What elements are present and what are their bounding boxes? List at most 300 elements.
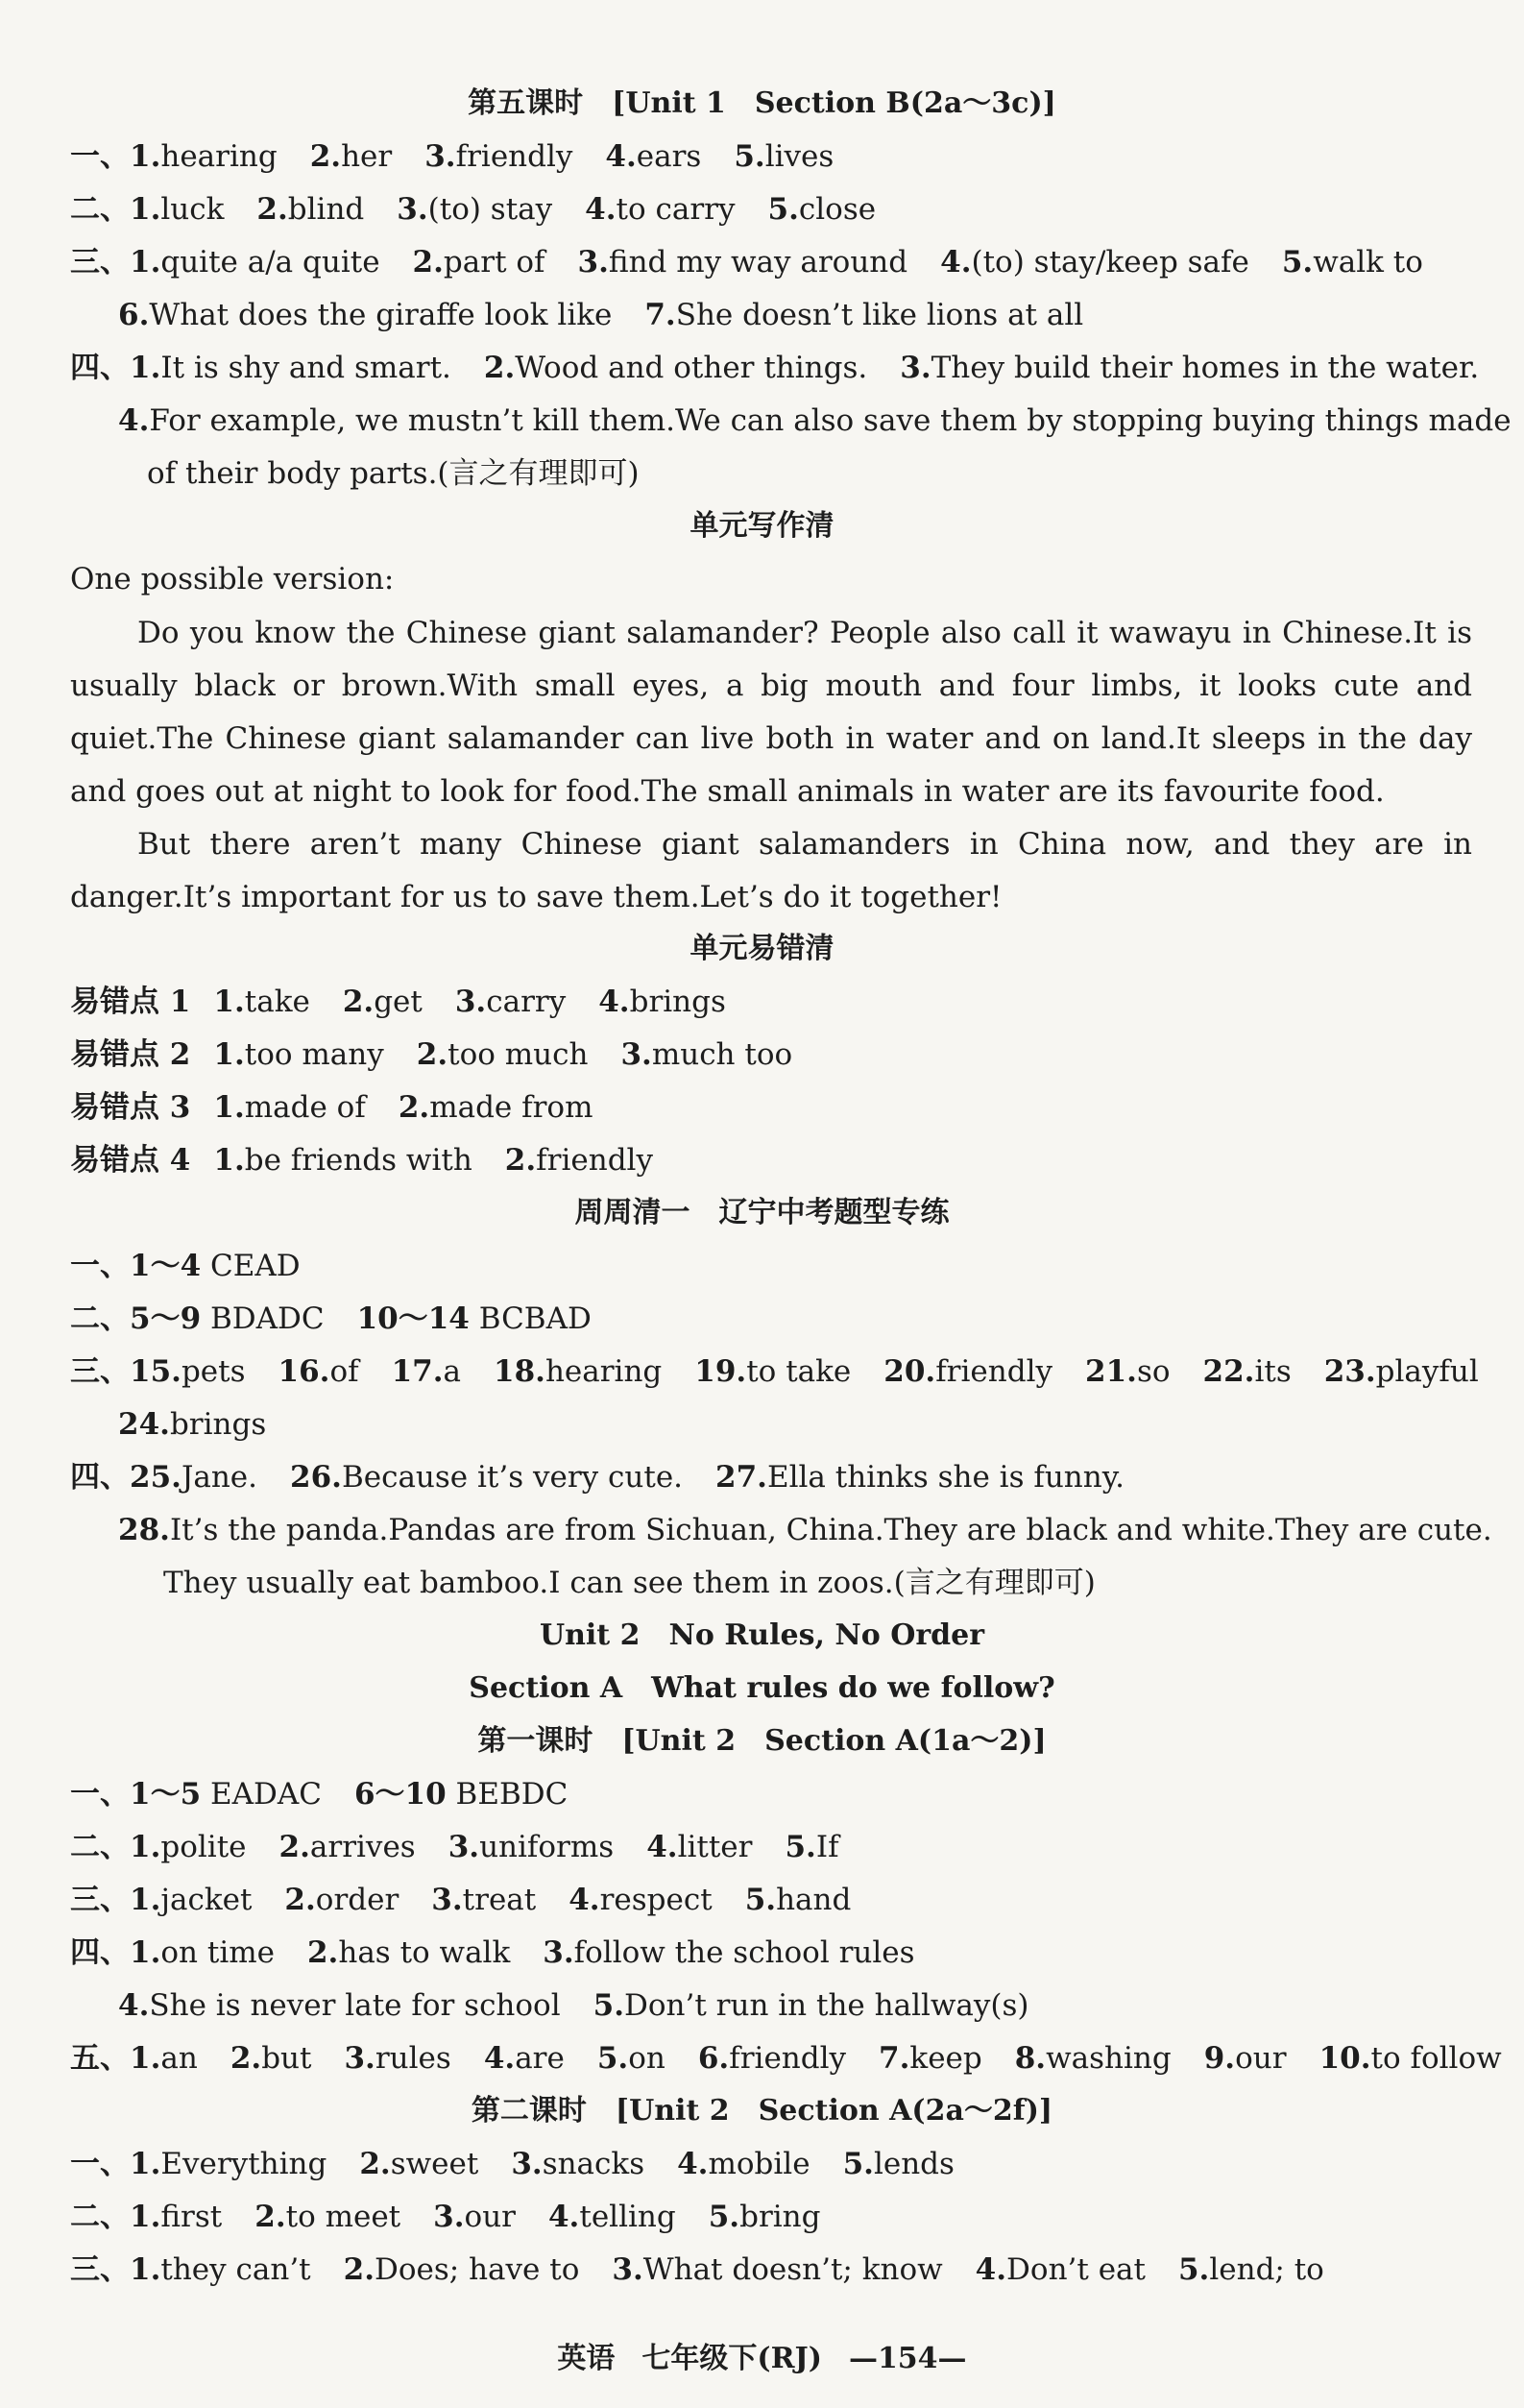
answer-row	[70, 1934, 1472, 1972]
answer-item	[698, 2039, 846, 2078]
item-text: ears	[636, 139, 702, 174]
answer-item	[279, 1828, 416, 1866]
answer-item	[543, 1934, 914, 1972]
error-row	[70, 1035, 1472, 1074]
item-text: Does; have to	[375, 2252, 580, 2287]
answer-item	[213, 1035, 383, 1074]
unit-title: Unit 2 No Rules, No Order	[539, 1618, 985, 1652]
item-text: order	[315, 1883, 399, 1917]
question-label: 二、	[70, 1830, 130, 1864]
item-text: lives	[764, 139, 835, 174]
question-label: 易错点 2	[70, 1037, 191, 1072]
item-number: 19.	[694, 1354, 747, 1389]
answer-item	[548, 2198, 676, 2236]
item-text: (to) stay	[427, 192, 553, 227]
answer-continuation: of their body parts.(言之有理即可)	[147, 456, 640, 491]
answer-item	[677, 2145, 810, 2183]
item-number: 23.	[1323, 1354, 1376, 1389]
item-number: 15.	[130, 1354, 181, 1389]
item-text: If	[815, 1830, 839, 1864]
item-number: 3.	[431, 1883, 463, 1917]
item-number: 2.	[254, 2200, 286, 2234]
item-number: 1.	[130, 2252, 161, 2287]
item-text: pets	[181, 1354, 246, 1389]
item-number: 5.	[744, 1883, 777, 1917]
item-text: Everything	[160, 2147, 327, 2181]
answer-item	[256, 190, 364, 229]
item-text: What does the giraffe look like	[149, 298, 613, 332]
answer-row	[118, 1986, 1472, 2025]
answer-row	[70, 1828, 1472, 1866]
section-header-errors: 单元易错清	[689, 932, 835, 965]
answer-row	[70, 2198, 1472, 2236]
answer-item	[130, 2198, 222, 2236]
item-number: 4.	[605, 139, 637, 174]
item-text: bring	[739, 2200, 821, 2234]
answer-item	[598, 983, 726, 1021]
item-number: 27.	[715, 1460, 767, 1495]
lesson-header: 第二课时 [Unit 2 Section A(2a～2f)]	[471, 2094, 1053, 2128]
answer-item	[130, 1881, 252, 1919]
item-text: on time	[160, 1935, 275, 1970]
question-label: 三、	[70, 2252, 130, 2287]
answer-row	[118, 296, 1463, 334]
error-row	[70, 1088, 1472, 1127]
item-number: 5.	[785, 1830, 816, 1864]
item-number: 2.	[343, 2252, 375, 2287]
item-number: 1.	[213, 985, 245, 1019]
answer-item	[785, 1828, 838, 1866]
answer-item	[392, 1352, 461, 1391]
item-number: 1.	[130, 1883, 161, 1917]
answer-item	[130, 2145, 327, 2183]
item-number: 4.	[677, 2147, 709, 2181]
answer-item	[118, 1405, 266, 1444]
answer-row	[70, 1458, 1472, 1496]
answer-item	[505, 1141, 653, 1180]
answer-item	[1324, 1352, 1479, 1391]
item-number: 18.	[494, 1354, 545, 1389]
section-title: Section A What rules do we follow?	[469, 1671, 1055, 1705]
item-text: quite a/a quite	[160, 245, 380, 280]
answer-item	[130, 1458, 257, 1496]
item-number: 26.	[290, 1460, 342, 1495]
item-text: Don’t eat	[1006, 2252, 1146, 2287]
item-number: 1.	[130, 1830, 161, 1864]
item-text: of	[329, 1354, 359, 1389]
item-text: on	[628, 2041, 665, 2076]
item-text: be friends with	[244, 1143, 472, 1178]
answer-item	[230, 2039, 312, 2078]
item-text: first	[160, 2200, 223, 2234]
answer-item	[213, 1088, 365, 1127]
item-number: 5.	[593, 1988, 625, 2023]
item-text: hand	[776, 1883, 852, 1917]
item-text: lend; to	[1209, 2252, 1324, 2287]
item-number: 3.	[620, 1037, 652, 1072]
item-text: washing	[1046, 2041, 1172, 2076]
answer-row	[70, 190, 1472, 229]
footer-subject: 英语	[557, 2342, 616, 2375]
item-text: playful	[1375, 1354, 1479, 1389]
item-text: They build their homes in the water.	[931, 351, 1480, 385]
item-number: 2.	[416, 1037, 448, 1072]
answer-item	[118, 296, 612, 334]
item-number: 4.	[975, 2252, 1007, 2287]
answer-item	[585, 190, 735, 229]
item-number: 1.	[130, 2041, 161, 2076]
question-label: 四、	[70, 1935, 130, 1970]
item-number: 6～10	[353, 1777, 447, 1812]
answer-item	[284, 1881, 399, 1919]
item-text: so	[1136, 1354, 1171, 1389]
item-text: For example, we mustn’t kill them.We can also save them by stopping buying things made	[149, 403, 1512, 438]
item-text: friendly	[536, 1143, 653, 1178]
item-text: much too	[651, 1037, 793, 1072]
answer-row	[118, 401, 1512, 440]
answer-item	[130, 137, 278, 176]
answer-item	[130, 1775, 322, 1813]
answer-item	[278, 1352, 359, 1391]
item-text: brings	[169, 1407, 267, 1442]
item-number: 5.	[842, 2147, 874, 2181]
item-number: 5.	[767, 192, 799, 227]
answer-item	[213, 983, 309, 1021]
footer-grade: 七年级下(RJ)	[641, 2342, 822, 2375]
item-text: to meet	[285, 2200, 401, 2234]
answer-item	[130, 1247, 301, 1285]
answer-item	[1015, 2039, 1172, 2078]
item-text: luck	[160, 192, 225, 227]
answer-item	[417, 1035, 589, 1074]
answer-item	[424, 137, 572, 176]
item-text: take	[244, 985, 310, 1019]
item-number: 4.	[118, 1988, 150, 2023]
item-number: 28.	[118, 1513, 170, 1547]
item-number: 2.	[412, 245, 444, 280]
item-text: brings	[629, 985, 726, 1019]
answer-row	[70, 2039, 1502, 2078]
answer-item	[130, 2250, 311, 2289]
question-label: 易错点 4	[70, 1143, 191, 1178]
item-number: 3.	[612, 2252, 643, 2287]
answer-row	[70, 1352, 1479, 1391]
answer-item	[620, 1035, 792, 1074]
question-label: 一、	[70, 1249, 130, 1283]
item-number: 7.	[879, 2041, 910, 2076]
answer-continuation: They usually eat bamboo.I can see them in zoos.(言之有理即可)	[163, 1566, 1096, 1600]
answer-item	[344, 2039, 450, 2078]
item-number: 4.	[483, 2041, 516, 2076]
answer-item	[310, 137, 393, 176]
item-text: (to) stay/keep safe	[971, 245, 1249, 280]
item-text: to carry	[616, 192, 736, 227]
item-text: friendly	[935, 1354, 1052, 1389]
item-text: part of	[443, 245, 545, 280]
answer-row	[70, 1300, 1472, 1338]
answer-item	[254, 2198, 400, 2236]
item-text: but	[261, 2041, 312, 2076]
item-number: 2.	[309, 139, 342, 174]
question-label: 四、	[70, 1460, 130, 1495]
answer-item	[359, 2145, 478, 2183]
item-number: 1.	[213, 1037, 245, 1072]
item-text: CEAD	[201, 1249, 301, 1283]
item-number: 2.	[504, 1143, 537, 1178]
answer-item	[940, 243, 1249, 281]
answer-item	[484, 2039, 565, 2078]
answer-item	[612, 2250, 942, 2289]
item-text: snacks	[542, 2147, 645, 2181]
item-number: 10～14	[356, 1301, 470, 1336]
item-number: 1.	[130, 139, 161, 174]
item-number: 9.	[1203, 2041, 1236, 2076]
item-text: our	[1235, 2041, 1287, 2076]
writing-paragraph-2	[70, 818, 1472, 924]
answer-item	[354, 1775, 568, 1813]
item-number: 1.	[213, 1143, 245, 1178]
answer-row	[70, 1775, 1472, 1813]
writing-paragraph-1	[70, 607, 1472, 818]
answer-row	[70, 137, 1472, 176]
item-number: 2.	[230, 2041, 262, 2076]
answer-item	[431, 1881, 536, 1919]
item-number: 1.	[213, 1090, 245, 1125]
item-text: What doesn’t; know	[642, 2252, 943, 2287]
question-label: 三、	[70, 1354, 130, 1389]
item-number: 3.	[900, 351, 931, 385]
item-number: 3.	[543, 1935, 574, 1970]
answer-item	[448, 1828, 614, 1866]
item-number: 10.	[1318, 2041, 1371, 2076]
answer-item	[290, 1458, 683, 1496]
lesson-header: 第一课时 [Unit 2 Section A(1a～2)]	[477, 1724, 1047, 1758]
answer-item	[900, 349, 1479, 387]
answer-item	[879, 2039, 982, 2078]
item-number: 4.	[547, 2200, 580, 2234]
item-text: jacket	[160, 1883, 253, 1917]
item-text: to take	[746, 1354, 852, 1389]
answer-item	[130, 2039, 198, 2078]
item-text: close	[798, 192, 877, 227]
item-text: treat	[462, 1883, 537, 1917]
answer-item	[768, 190, 877, 229]
item-number: 1.	[130, 245, 161, 280]
answer-row	[118, 1405, 1472, 1444]
question-label: 二、	[70, 1301, 130, 1336]
question-label: 五、	[70, 2041, 130, 2076]
answer-item	[843, 2145, 955, 2183]
writing-intro: One possible version:	[70, 562, 395, 596]
item-number: 3.	[433, 2200, 465, 2234]
answer-row	[118, 1511, 1492, 1549]
item-number: 5.	[596, 2041, 629, 2076]
item-number: 1～4	[130, 1249, 202, 1283]
answer-item	[130, 190, 224, 229]
item-number: 7.	[644, 298, 676, 332]
answer-item	[1319, 2039, 1502, 2078]
answer-row	[70, 2145, 1472, 2183]
answer-item	[213, 1141, 472, 1180]
item-number: 25.	[130, 1460, 181, 1495]
item-text: telling	[579, 2200, 676, 2234]
answer-item	[646, 1828, 752, 1866]
item-text: a	[443, 1354, 461, 1389]
item-number: 21.	[1085, 1354, 1137, 1389]
item-number: 3.	[448, 1830, 480, 1864]
item-number: 17.	[391, 1354, 444, 1389]
item-text: too many	[244, 1037, 384, 1072]
item-text: its	[1254, 1354, 1292, 1389]
question-label: 一、	[70, 139, 130, 174]
item-number: 2.	[359, 2147, 391, 2181]
item-text: She doesn’t like lions at all	[675, 298, 1084, 332]
answer-row	[70, 349, 1480, 387]
answer-item	[1085, 1352, 1171, 1391]
answer-item	[578, 243, 908, 281]
item-text: made of	[244, 1090, 366, 1125]
section-header-writing: 单元写作清	[689, 509, 835, 543]
item-text: keep	[909, 2041, 982, 2076]
answer-item	[397, 190, 552, 229]
item-number: 6.	[697, 2041, 730, 2076]
answer-item	[715, 1458, 1125, 1496]
item-text: BEBDC	[446, 1777, 568, 1812]
item-text: are	[515, 2041, 565, 2076]
item-text: her	[341, 139, 393, 174]
answer-item	[455, 983, 566, 1021]
error-row	[70, 983, 1472, 1021]
answer-row	[70, 1881, 1472, 1919]
answer-item	[593, 1986, 1029, 2025]
item-text: get	[374, 985, 423, 1019]
item-text: has to walk	[338, 1935, 511, 1970]
answer-item	[433, 2198, 516, 2236]
answer-item	[130, 349, 451, 387]
answer-item	[1204, 2039, 1287, 2078]
question-label: 四、	[70, 351, 130, 385]
item-text: follow the school rules	[573, 1935, 915, 1970]
item-number: 4.	[940, 245, 972, 280]
answer-item	[130, 243, 380, 281]
question-label: 一、	[70, 1777, 130, 1812]
item-number: 5.	[1281, 245, 1314, 280]
answer-item	[709, 2198, 821, 2236]
item-number: 2.	[483, 351, 516, 385]
item-number: 6.	[118, 298, 150, 332]
paragraph-text: Do you know the Chinese giant salamander? People also call it wawayu in Chinese.It is usually black or brown.With small eyes, a big mouth and four limbs, it looks cute and quiet.The Chinese giant salamander can live both in water and on land.It sleeps in the day and goes out at night to look for food.The small animals in water are its favourite food.	[70, 616, 1472, 809]
answer-item	[644, 296, 1083, 334]
answer-item	[399, 1088, 593, 1127]
item-number: 1.	[130, 192, 161, 227]
answer-item	[511, 2145, 644, 2183]
item-number: 16.	[278, 1354, 330, 1389]
item-number: 8.	[1014, 2041, 1047, 2076]
item-text: BCBAD	[469, 1301, 592, 1336]
answer-item	[130, 1300, 325, 1338]
item-number: 2.	[342, 985, 375, 1019]
answer-item	[605, 137, 701, 176]
answer-item	[130, 1828, 247, 1866]
item-text: to follow	[1370, 2041, 1502, 2076]
question-label: 易错点 1	[70, 985, 191, 1019]
item-text: litter	[677, 1830, 753, 1864]
item-text: they can’t	[160, 2252, 311, 2287]
item-number: 2.	[278, 1830, 310, 1864]
question-label: 一、	[70, 2147, 130, 2181]
paragraph-text: But there aren’t many Chinese giant salamanders in China now, and they are in danger.It’s important for us to save them.Let’s do it together!	[70, 827, 1472, 914]
answer-item	[343, 983, 423, 1021]
answer-item	[1178, 2250, 1324, 2289]
answer-item	[1282, 243, 1423, 281]
item-number: 2.	[284, 1883, 316, 1917]
item-text: EADAC	[201, 1777, 322, 1812]
answer-item	[883, 1352, 1052, 1391]
answer-item	[568, 1881, 712, 1919]
item-number: 3.	[577, 245, 609, 280]
item-number: 4.	[585, 192, 617, 227]
item-number: 1.	[130, 351, 161, 385]
item-text: She is never late for school	[149, 1988, 561, 2023]
question-label: 三、	[70, 1883, 130, 1917]
item-text: Because it’s very cute.	[341, 1460, 684, 1495]
answer-item	[484, 349, 867, 387]
item-text: hearing	[544, 1354, 663, 1389]
item-number: 4.	[568, 1883, 600, 1917]
item-text: sweet	[390, 2147, 479, 2181]
item-text: lends	[873, 2147, 955, 2181]
answer-row	[70, 243, 1472, 281]
item-text: find my way around	[608, 245, 908, 280]
lesson-header: 第五课时 [Unit 1 Section B(2a～3c)]	[468, 86, 1056, 120]
answer-item	[118, 1986, 561, 2025]
item-text: uniforms	[479, 1830, 615, 1864]
answer-item	[1203, 1352, 1292, 1391]
item-text: mobile	[708, 2147, 810, 2181]
item-number: 4.	[598, 985, 630, 1019]
item-text: respect	[599, 1883, 713, 1917]
item-number: 3.	[424, 139, 456, 174]
item-text: walk to	[1313, 245, 1423, 280]
answer-item	[130, 1934, 275, 1972]
item-number: 3.	[454, 985, 487, 1019]
answer-row	[70, 2250, 1472, 2289]
item-number: 3.	[511, 2147, 543, 2181]
answer-item	[413, 243, 545, 281]
page-number: —154—	[848, 2342, 967, 2375]
item-text: It is shy and smart.	[160, 351, 451, 385]
item-text: Don’t run in the hallway(s)	[624, 1988, 1029, 2023]
item-text: made from	[429, 1090, 593, 1125]
item-text: Ella thinks she is funny.	[766, 1460, 1125, 1495]
item-number: 3.	[397, 192, 428, 227]
answer-item	[130, 1352, 246, 1391]
answer-item	[597, 2039, 665, 2078]
item-text: friendly	[455, 139, 573, 174]
item-number: 5.	[708, 2200, 740, 2234]
item-number: 2.	[256, 192, 288, 227]
item-number: 2.	[306, 1935, 339, 1970]
item-text: an	[160, 2041, 198, 2076]
item-number: 4.	[646, 1830, 678, 1864]
item-number: 1.	[130, 2147, 161, 2181]
item-text: polite	[160, 1830, 247, 1864]
answer-item	[357, 1300, 592, 1338]
item-text: rules	[375, 2041, 451, 2076]
item-number: 5～9	[130, 1301, 202, 1336]
answer-item	[344, 2250, 580, 2289]
answer-item	[745, 1881, 852, 1919]
